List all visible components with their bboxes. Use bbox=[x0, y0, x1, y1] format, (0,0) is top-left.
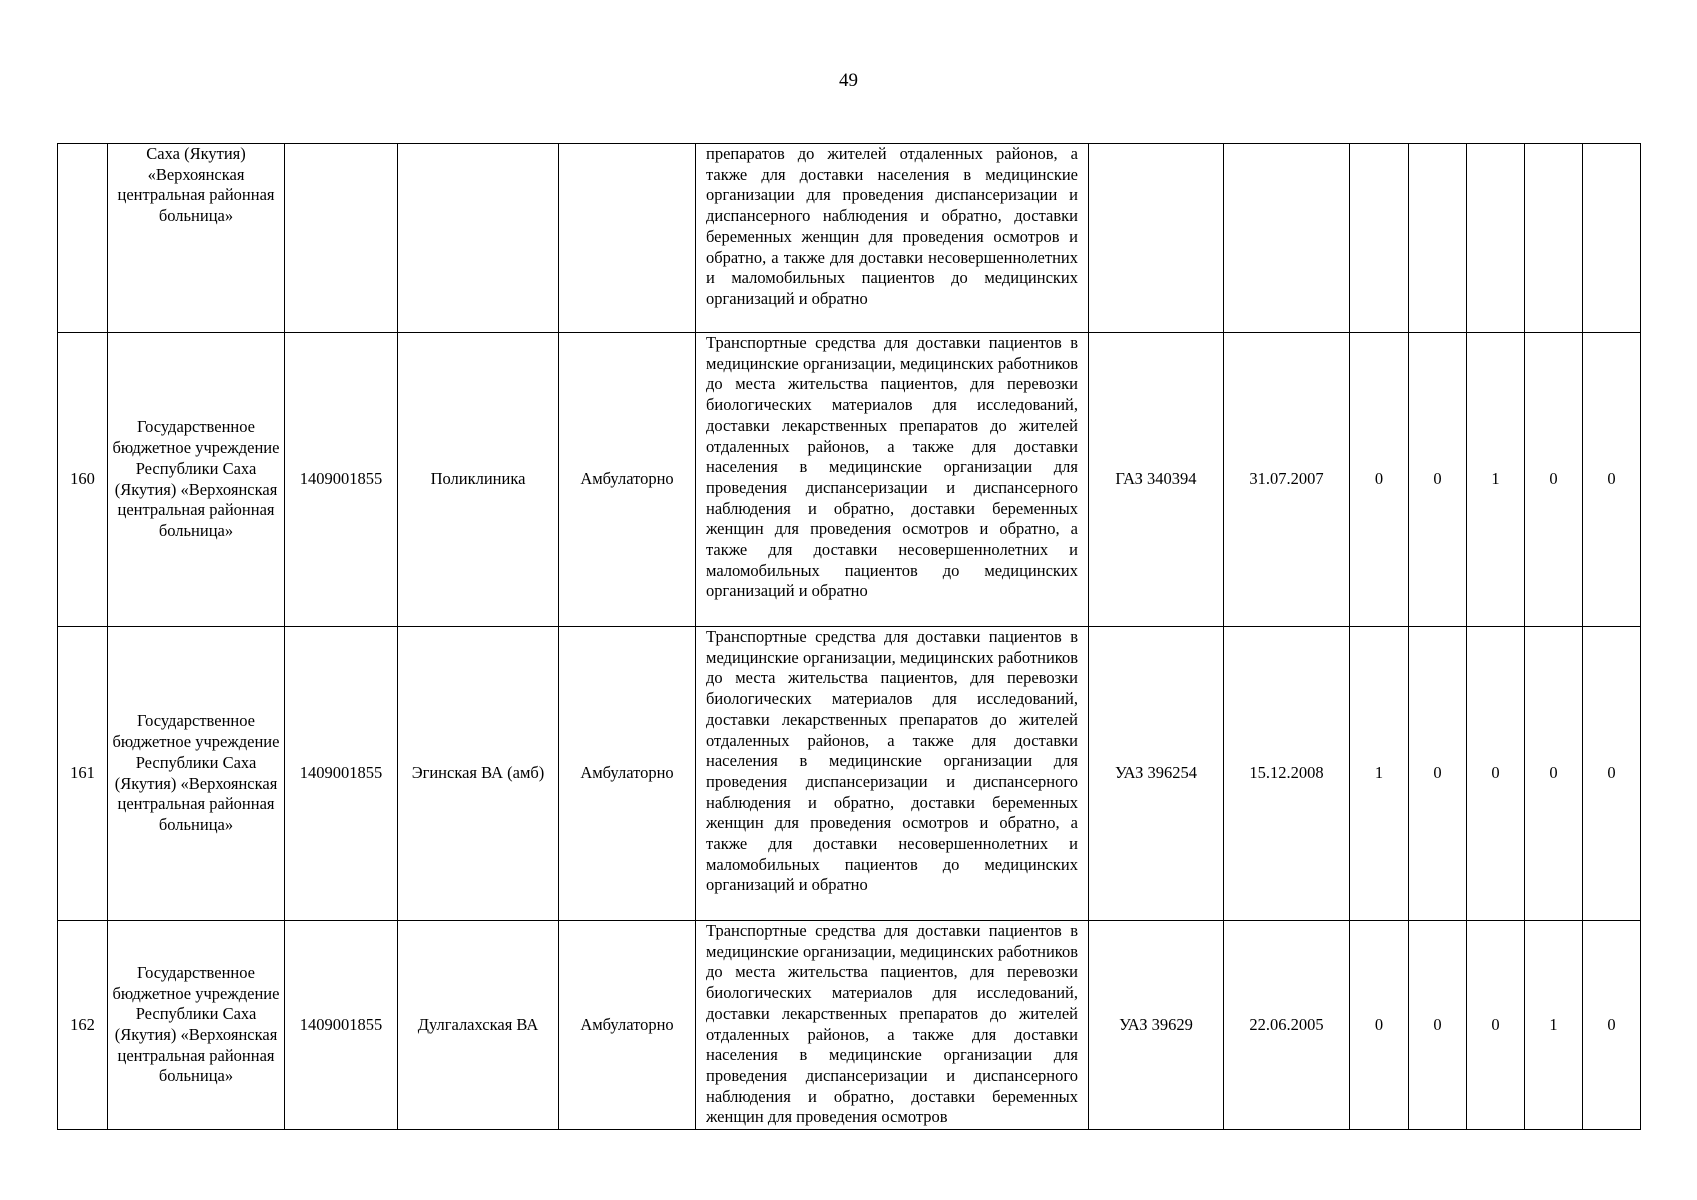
cell-count-2 bbox=[1409, 144, 1467, 333]
cell-inn bbox=[285, 144, 398, 333]
cell-count-5: 0 bbox=[1583, 921, 1641, 1130]
cell-care-type: Амбулаторно bbox=[559, 627, 696, 921]
cell-purpose: Транспортные средства для доставки пациентов в медицинские организации, медицинских работников до места жительства пациентов, для перевозки биологических материалов для исследований, доставки лекарственных препаратов до жителей отдаленных районов, а также для доставки населения в медицинские организации для проведения диспансеризации и диспансерного наблюдения и обратно, доставки беременных женщин для проведения осмотров и обратно, а также для доставки несовершеннолетних и маломобильных пациентов до медицинских организаций и обратно bbox=[696, 627, 1089, 921]
cell-count-4 bbox=[1525, 144, 1583, 333]
cell-inn: 1409001855 bbox=[285, 333, 398, 627]
cell-number bbox=[58, 144, 108, 333]
cell-vehicle: УАЗ 396254 bbox=[1089, 627, 1224, 921]
cell-count-2: 0 bbox=[1409, 627, 1467, 921]
cell-unit: Дулгалахская ВА bbox=[398, 921, 559, 1130]
cell-care-type: Амбулаторно bbox=[559, 333, 696, 627]
cell-purpose bbox=[696, 921, 1089, 1130]
cell-count-3: 0 bbox=[1467, 921, 1525, 1130]
cell-count-2: 0 bbox=[1409, 333, 1467, 627]
cell-count-1: 0 bbox=[1350, 921, 1409, 1130]
cell-date bbox=[1224, 144, 1350, 333]
cell-organization: Саха (Якутия) «Верхоянская центральная районная больница» bbox=[108, 144, 285, 333]
cell-vehicle bbox=[1089, 144, 1224, 333]
cell-count-3: 1 bbox=[1467, 333, 1525, 627]
cell-purpose-text: Транспортные средства для доставки пациентов в медицинские организации, медицинских работников до места жительства пациентов, для перевозки биологических материалов для исследований, доставки лекарственных препаратов до жителей отдаленных районов, а также для доставки населения в медицинские организации для проведения диспансеризации и диспансерного наблюдения и обратно, доставки беременных женщин для проведения осмотров bbox=[706, 921, 1078, 1127]
cell-inn: 1409001855 bbox=[285, 627, 398, 921]
cell-count-4: 0 bbox=[1525, 627, 1583, 921]
cell-organization: Государственное бюджетное учреждение Республики Саха (Якутия) «Верхоянская центральная районная больница» bbox=[108, 921, 285, 1130]
cell-count-3 bbox=[1467, 144, 1525, 333]
cell-care-type bbox=[559, 144, 696, 333]
cell-number: 160 bbox=[58, 333, 108, 627]
cell-unit: Поликлиника bbox=[398, 333, 559, 627]
cell-count-2: 0 bbox=[1409, 921, 1467, 1130]
cell-inn: 1409001855 bbox=[285, 921, 398, 1130]
cell-date: 31.07.2007 bbox=[1224, 333, 1350, 627]
cell-number: 162 bbox=[58, 921, 108, 1130]
cell-vehicle: ГАЗ 340394 bbox=[1089, 333, 1224, 627]
cell-count-1 bbox=[1350, 144, 1409, 333]
cell-count-1: 0 bbox=[1350, 333, 1409, 627]
table-row bbox=[58, 627, 1641, 921]
cell-count-4: 1 bbox=[1525, 921, 1583, 1130]
cell-organization: Государственное бюджетное учреждение Республики Саха (Якутия) «Верхоянская центральная районная больница» bbox=[108, 627, 285, 921]
cell-vehicle: УАЗ 39629 bbox=[1089, 921, 1224, 1130]
table-row bbox=[58, 921, 1641, 1130]
table-row bbox=[58, 333, 1641, 627]
cell-purpose: Транспортные средства для доставки пациентов в медицинские организации, медицинских работников до места жительства пациентов, для перевозки биологических материалов для исследований, доставки лекарственных препаратов до жителей отдаленных районов, а также для доставки населения в медицинские организации для проведения диспансеризации и диспансерного наблюдения и обратно, доставки беременных женщин для проведения осмотров и обратно, а также для доставки несовершеннолетних и маломобильных пациентов до медицинских организаций и обратно bbox=[696, 333, 1089, 627]
cell-organization: Государственное бюджетное учреждение Республики Саха (Якутия) «Верхоянская центральная районная больница» bbox=[108, 333, 285, 627]
cell-number: 161 bbox=[58, 627, 108, 921]
cell-purpose: препаратов до жителей отдаленных районов, а также для доставки населения в медицинские организации для проведения диспансеризации и диспансерного наблюдения и обратно, доставки беременных женщин для проведения осмотров и обратно, а также для доставки несовершеннолетних и маломобильных пациентов до медицинских организаций и обратно bbox=[696, 144, 1089, 333]
cell-count-5: 0 bbox=[1583, 627, 1641, 921]
cell-count-5: 0 bbox=[1583, 333, 1641, 627]
cell-date: 15.12.2008 bbox=[1224, 627, 1350, 921]
cell-count-4: 0 bbox=[1525, 333, 1583, 627]
cell-unit: Эгинская ВА (амб) bbox=[398, 627, 559, 921]
table-row-continuation bbox=[58, 144, 1641, 333]
cell-date: 22.06.2005 bbox=[1224, 921, 1350, 1130]
page-number: 49 bbox=[839, 70, 858, 91]
data-table bbox=[57, 143, 1641, 1130]
cell-unit bbox=[398, 144, 559, 333]
cell-count-3: 0 bbox=[1467, 627, 1525, 921]
cell-count-5 bbox=[1583, 144, 1641, 333]
cell-count-1: 1 bbox=[1350, 627, 1409, 921]
cell-care-type: Амбулаторно bbox=[559, 921, 696, 1130]
